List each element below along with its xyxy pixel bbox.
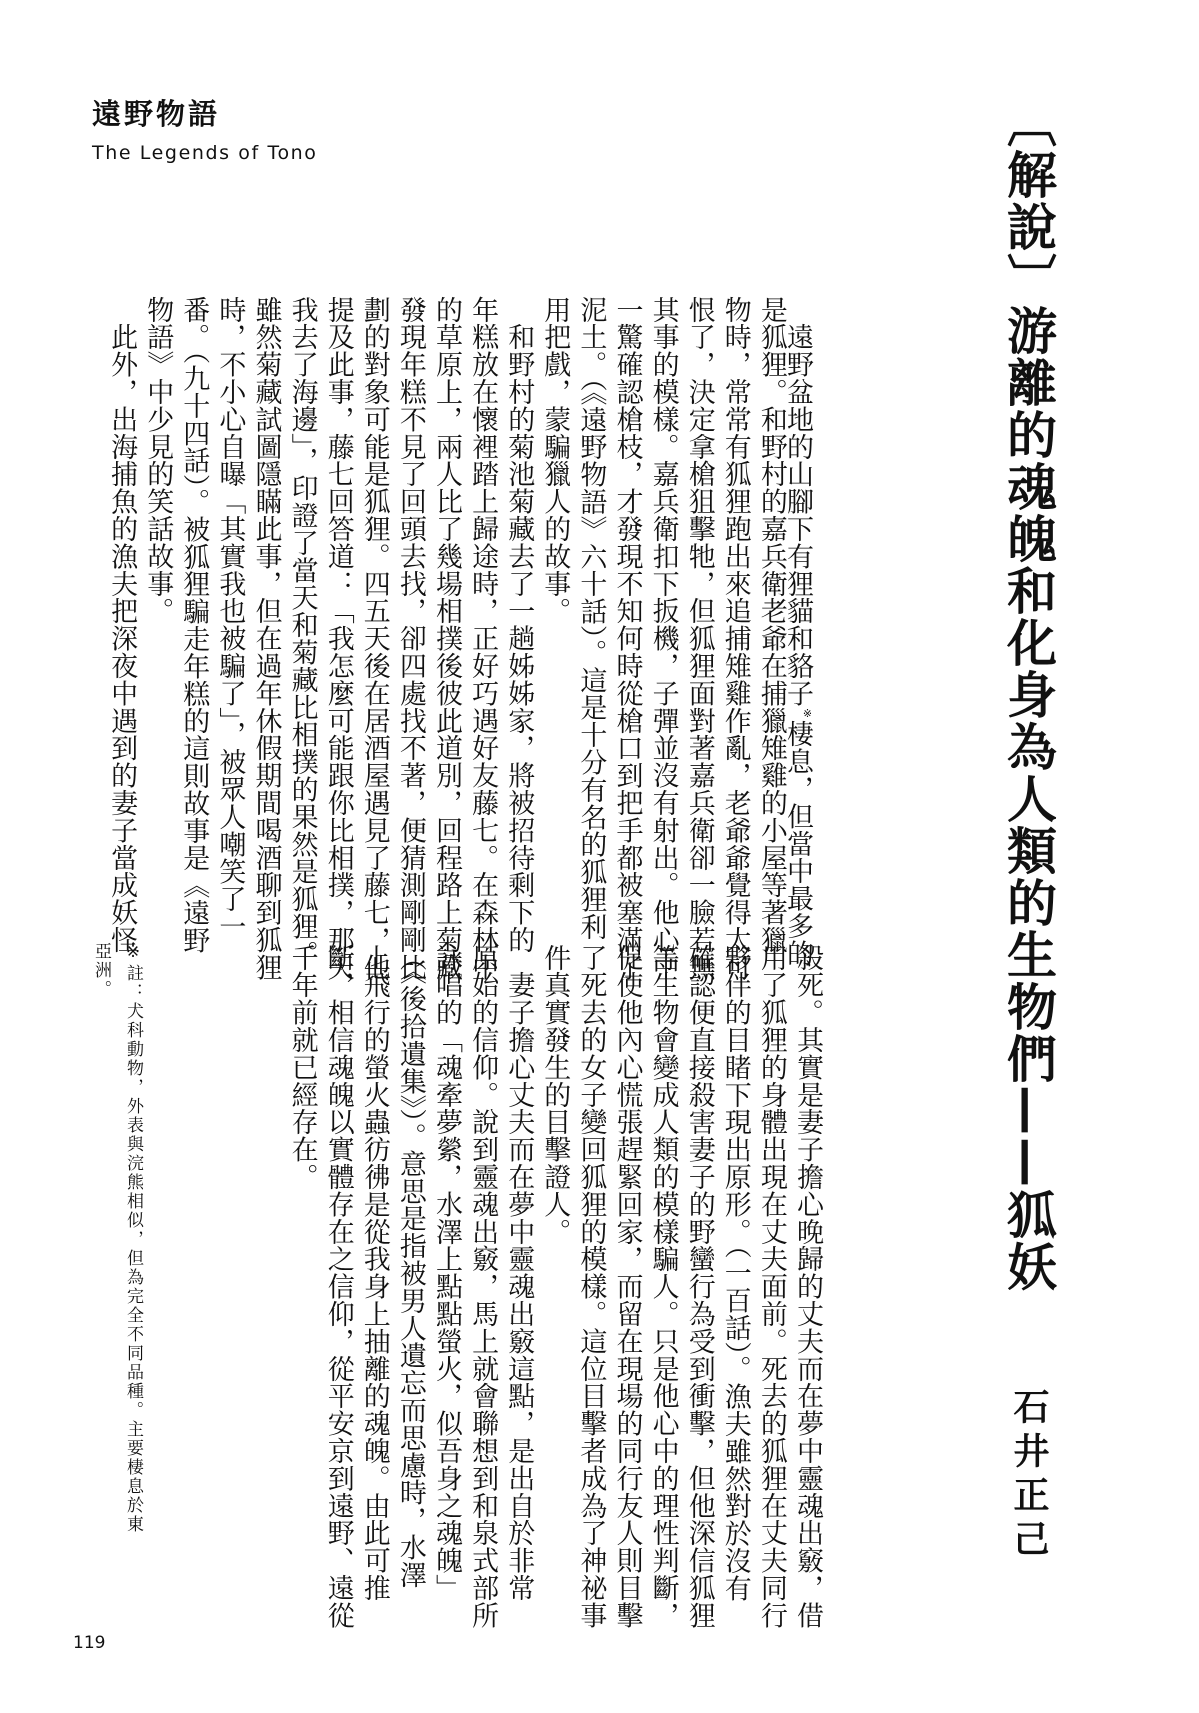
text-column: 確認便直接殺害妻子的野蠻行為受到衝擊，但他深信狐狸 (683, 944, 715, 1629)
text-column: 了死去的女子變回狐狸的模樣。這位目擊者成為了神祕事 (575, 944, 607, 1629)
text-column: 殺死。其實是妻子擔心晚歸的丈夫而在夢中靈魂出竅，借 (792, 944, 823, 1629)
text-column: 年糕放在懷裡踏上歸途時，正好巧遇好友藤七。在森林中 (467, 296, 499, 981)
text-column: 恨了，決定拿槍狙擊牠，但狐狸面對著嘉兵衛卻一臉若無 (683, 296, 715, 981)
text-column: 促使他內心慌張趕緊回家，而留在現場的同行友人則目擊 (611, 944, 643, 1629)
text-column: 詠唱的「魂牽夢縈，水澤上點點螢火，似吾身之魂魄」 (431, 944, 462, 1602)
text-column: 原始的信仰。說到靈魂出竅，馬上就會聯想到和泉式部所 (467, 944, 499, 1629)
running-title: 遠野物語 (92, 97, 221, 131)
article-author: 石井正己 (1008, 1388, 1049, 1564)
text-column: 件真實發生的目擊證人。 (539, 944, 571, 1246)
text-column: 用把戲，蒙騙獵人的故事。 (539, 296, 571, 625)
body-text-lower (0, 944, 1199, 1629)
text-column: 物語》中少見的笑話故事。 (142, 296, 174, 625)
text-column: 劃的對象可能是狐狸。四五天後在居酒屋遇見了藤七，他 (358, 296, 390, 981)
text-column: 雖然菊藏試圖隱瞞此事，但在過年休假期間喝酒聊到狐狸 (250, 296, 282, 981)
text-column: 我去了海邊」，印證了當天和菊藏比相撲的果然是狐狸。 (286, 296, 318, 968)
text-column: 的草原上，兩人比了幾場相撲後彼此道別，回程路上菊藏 (431, 296, 462, 981)
text-column: 泥土。（《遠野物語》六十話）。這是十分有名的狐狸利 (575, 296, 607, 941)
article-heading: 〔解說〕游離的魂魄和化身為人類的生物們——狐妖 (999, 97, 1057, 1293)
text-column: 番。（九十四話）。被狐狸騙走年糕的這則故事是《遠野 (178, 296, 210, 954)
footnote-mark: ※ (801, 707, 814, 721)
text-column: 其事的模樣。嘉兵衛扣下扳機，子彈並沒有射出。他心中 (647, 296, 679, 981)
text-column: 此外，出海捕魚的漁夫把深夜中遇到的妻子當成妖怪 (106, 296, 138, 954)
page-number: 119 (73, 1633, 106, 1653)
text-column: 提及此事，藤七回答道：「我怎麼可能跟你比相撲，那天 (322, 296, 354, 981)
text-column: 物時，常常有狐狸跑出來追捕雉雞作亂，老爺爺覺得太可 (719, 296, 751, 981)
text-column: 千年前就已經存在。 (286, 944, 318, 1191)
text-column: 上飛行的螢火蟲彷彿是從我身上抽離的魂魄。由此可推 (358, 944, 390, 1602)
text-column: 一驚確認槍枝，才發現不知何時從槍口到把手都被塞滿了 (611, 296, 643, 981)
text-column: 夥伴的目睹下現出原形。（一百話）。漁夫雖然對於沒有 (719, 944, 751, 1602)
text-column: 時，不小心自曝「其實我也被騙了」，被眾人嘲笑了一 (214, 296, 246, 941)
text-column: （《後拾遺集》）。意思是指被男人遺忘而思慮時，水澤 (394, 944, 426, 1589)
text-run: 棲息，但當中最多的 (782, 720, 813, 968)
text-column: 等生物會變成人類的模樣騙人。只是他心中的理性判斷， (647, 944, 679, 1629)
footnote-line: ※註：犬科動物，外表與浣熊相似，但為完全不同品種。主要棲息於東 (123, 942, 143, 1534)
text-column: 發現年糕不見了回頭去找，卻四處找不著，便猜測剛剛比 (394, 296, 426, 981)
text-column: 遠野盆地的山腳下有狸貓和貉子※棲息，但當中最多的 (782, 296, 814, 968)
running-subtitle: The Legends of Tono (92, 142, 318, 164)
footnote-line: 亞洲。 (91, 942, 111, 999)
text-column: 是狐狸。和野村的嘉兵衛老爺在捕獵雉雞的小屋等著獵 (755, 296, 787, 954)
text-column: 斷，相信魂魄以實體存在之信仰，從平安京到遠野、遠從 (322, 944, 354, 1629)
text-column: 用了狐狸的身體出現在丈夫面前。死去的狐狸在丈夫同行 (755, 944, 787, 1629)
text-column: 和野村的菊池菊藏去了一趟姊姊家，將被招待剩下的 (503, 296, 535, 954)
text-column: 妻子擔心丈夫而在夢中靈魂出竅這點，是出自於非常 (503, 944, 535, 1602)
